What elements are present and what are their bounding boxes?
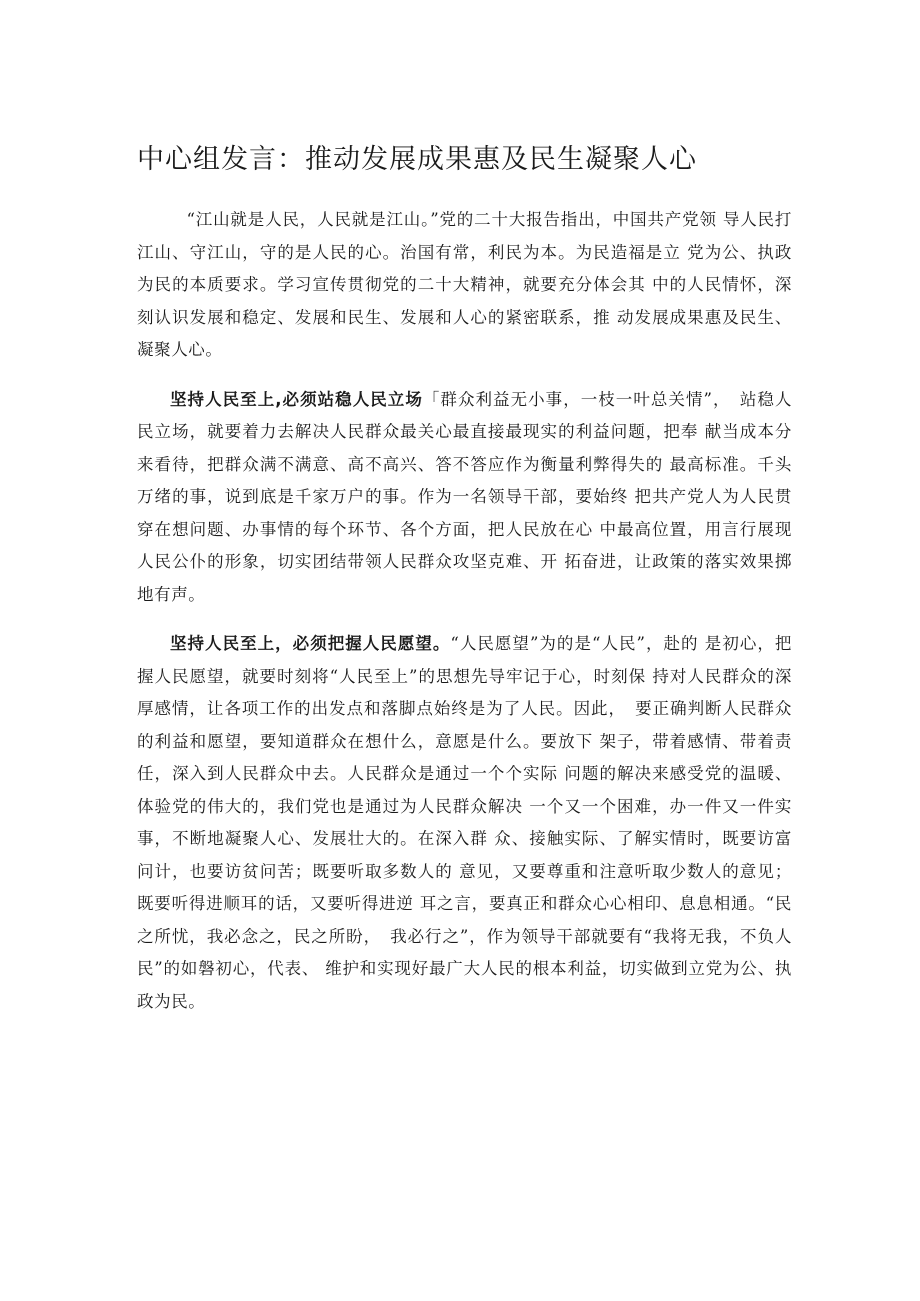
paragraph-people-wishes (137, 628, 792, 1018)
paragraph-lead: 坚持人民至上,必须站稳人民立场 (170, 389, 423, 409)
paragraph-intro (137, 204, 792, 367)
paragraph-text: 「群众利益无小事，一枝一叶总关情”， 站稳人民立场，就要着力去解决人民群众最关心最直接最现实的利益问题，把奉 献当成本分来看待，把群众满不满意、高不高兴、答不答应作为衡量利弊得失的 最高标准。千头万绪的事，说到底是千家万户的事。作为一名领导干部，要始终 把共产党人为人民贯穿在想问题、办事情的每个环节、各个方面，把人民放在心 中最高位置，用言行展现人民公仆的形象，切实团结带领人民群众攻坚克难、开 拓奋进，让政策的落实效果掷地有声。 (137, 389, 792, 604)
paragraph-people-stance (137, 384, 792, 612)
paragraph-text: “人民愿望”为的是“人民”，赴的 是初心，把握人民愿望，就要时刻将“人民至上”的思想先导牢记于心，时刻保 持对人民群众的深厚感情，让各项工作的出发点和落脚点始终是为了人民。因此， 要正确判断人民群众的利益和愿望，要知道群众在想什么，意愿是什么。要放下 架子，带着感情、带着责任，深入到人民群众中去。人民群众是通过一个个实际 问题的解决来感受党的温暖、体验党的伟大的，我们党也是通过为人民群众解决 一个又一个困难，办一件又一件实事，不断地凝聚人心、发展壮大的。在深入群 众、接触实际、了解实情时，既要访富问计，也要访贫问苦；既要听取多数人的 意见，又要尊重和注意听取少数人的意见；既要听得进顺耳的话，又要听得进逆 耳之言，要真正和群众心心相印、息息相通。“民之所忧，我必念之，民之所盼， 我必行之”，作为领导干部就要有“我将无我，不负人民”的如磐初心，代表、 维护和实现好最广大人民的根本利益，切实做到立党为公、执政为民。 (137, 634, 792, 1011)
page-title: 中心组发言：推动发展成果惠及民生凝聚人心 (137, 144, 697, 175)
paragraph-text: “江山就是人民，人民就是江山。”党的二十大报告指出，中国共产党领 导人民打江山、守江山，守的是人民的心。治国有常，利民为本。为民造福是立 党为公、执政为民的本质要求。学习宣传贯彻党的二十大精神，就要充分体会其 中的人民情怀，深刻认识发展和稳定、发展和民生、发展和人心的紧密联系，推 动发展成果惠及民生、凝聚人心。 (137, 210, 792, 359)
paragraph-lead: 坚持人民至上，必须把握人民愿望。 (170, 634, 451, 653)
document-body (137, 204, 792, 1035)
